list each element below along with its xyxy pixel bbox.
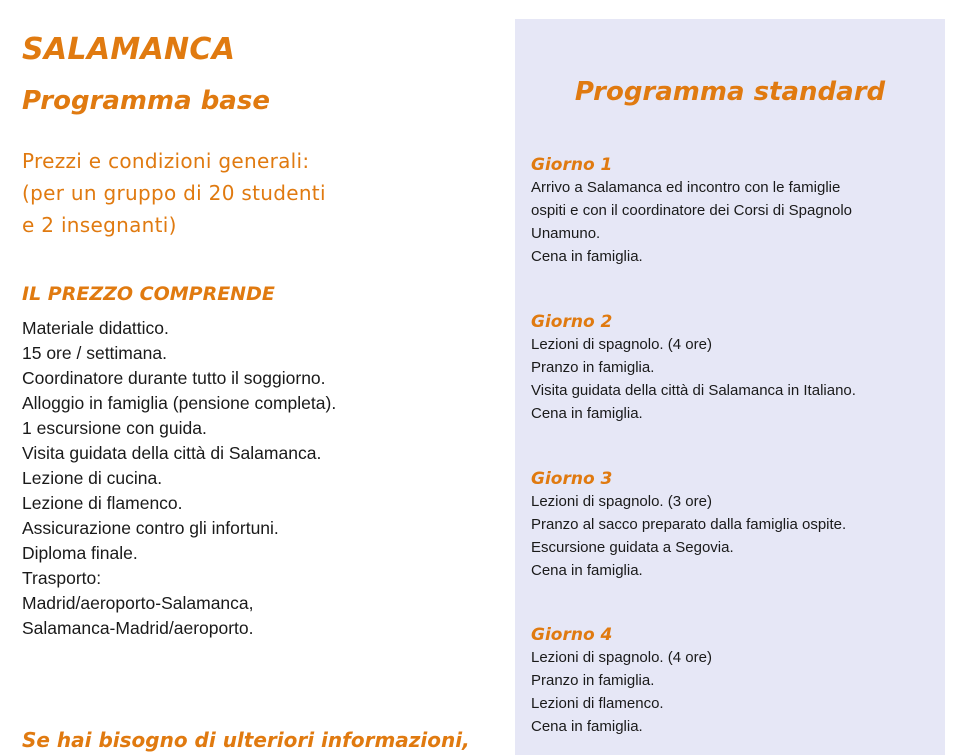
day-heading: Giorno 1 [531,155,613,175]
panel-title: Programma standard [574,77,886,107]
includes-heading: IL PREZZO COMPRENDE [22,283,275,305]
list-item: Visita guidata della città di Salamanca in Italiano. [531,382,856,399]
list-item: Pranzo al sacco preparato dalla famiglia ospite. [531,516,847,533]
day-section-2 [531,311,936,425]
day-heading: Giorno 4 [531,625,613,645]
list-item: Pranzo in famiglia. [531,672,655,689]
list-item: Diploma finale. [22,543,138,563]
day-section-3 [531,468,936,582]
day-lines [531,176,936,268]
list-item: Lezioni di spagnolo. (4 ore) [531,649,712,666]
list-item: Lezioni di flamenco. [531,695,664,712]
list-item: Assicurazione contro gli infortuni. [22,518,279,538]
day-lines [531,333,936,425]
list-item: ospiti e con il coordinatore dei Corsi di Spagnolo [531,202,853,219]
list-item: Arrivo a Salamanca ed incontro con le famiglie [531,179,841,196]
list-item: Unamuno. [531,225,601,242]
day-lines [531,490,936,582]
list-item: Pranzo in famiglia. [531,359,655,376]
conditions-line: e 2 insegnanti) [22,213,177,237]
day-heading: Giorno 3 [531,469,613,489]
list-item: Lezione di flamenco. [22,493,183,513]
list-item: Alloggio in famiglia (pensione completa). [22,393,337,413]
list-item: 1 escursione con guida. [22,418,207,438]
list-item: Madrid/aeroporto-Salamanca, [22,593,254,613]
list-item: Escursione guidata a Segovia. [531,539,734,556]
list-item: Cena in famiglia. [531,562,643,579]
day-lines [531,646,936,738]
list-item: Materiale didattico. [22,318,169,338]
list-item: Cena in famiglia. [531,405,643,422]
day-section-1 [531,154,936,268]
list-item: Cena in famiglia. [531,248,643,265]
footer-note: Se hai bisogno di ulteriori informazioni, [22,728,470,752]
conditions-line: Prezzi e condizioni generali: [22,149,310,173]
list-item: 15 ore / settimana. [22,343,167,363]
day-heading: Giorno 2 [531,312,613,332]
page-title: SALAMANCA [22,32,236,67]
includes-list [22,316,336,641]
list-item: Salamanca-Madrid/aeroporto. [22,618,254,638]
list-item: Lezioni di spagnolo. (4 ore) [531,336,712,353]
conditions-line: (per un gruppo di 20 studenti [22,181,326,205]
list-item: Lezione di cucina. [22,468,163,488]
list-item: Trasporto: [22,568,102,588]
program-panel [515,19,945,755]
conditions-text [22,145,326,241]
list-item: Cena in famiglia. [531,718,643,735]
list-item: Coordinatore durante tutto il soggiorno. [22,368,326,388]
list-item: Lezioni di spagnolo. (3 ore) [531,493,712,510]
day-section-4 [531,624,936,738]
list-item: Visita guidata della città di Salamanca. [22,443,322,463]
page-subtitle: Programma base [22,86,270,116]
